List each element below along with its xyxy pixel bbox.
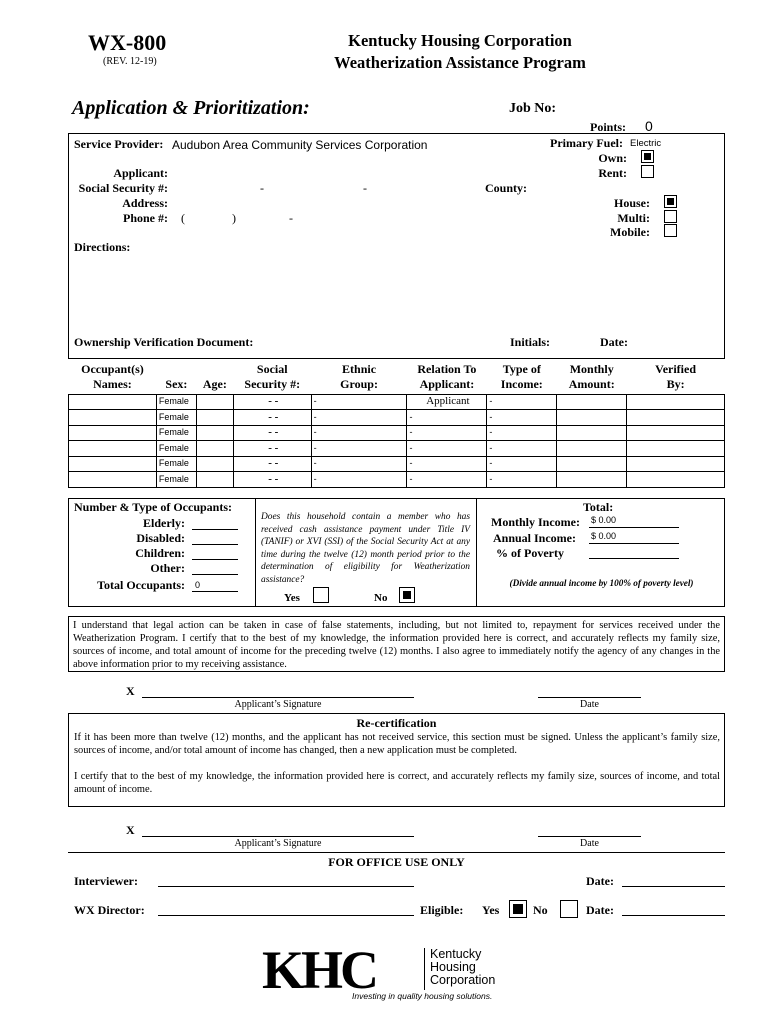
multi-label: Multi: [617, 211, 650, 225]
section-title: Application & Prioritization: [72, 97, 310, 119]
name-cell[interactable] [69, 456, 157, 472]
phone-dash: - [289, 211, 293, 225]
income-type-cell[interactable]: - [487, 394, 557, 410]
primary-fuel-value[interactable]: Electric [630, 138, 662, 149]
director-date-label: Date: [586, 903, 614, 917]
initials-label: Initials: [510, 335, 551, 349]
other-label: Other: [150, 561, 185, 575]
own-checkbox[interactable] [641, 150, 654, 163]
khc-logo [262, 940, 522, 1010]
elderly-field[interactable] [192, 529, 238, 530]
rent-label: Rent: [598, 166, 627, 180]
annual-income-label: Annual Income: [492, 531, 576, 545]
col-age-header: Age: [202, 377, 227, 391]
ethnic-cell[interactable]: - [311, 472, 407, 488]
multi-checkbox[interactable] [664, 210, 677, 223]
date-label: Date: [600, 335, 628, 349]
verified-cell[interactable] [627, 410, 725, 426]
occupants-table [68, 360, 725, 488]
eligible-no-label: No [533, 903, 548, 917]
points-value: 0 [645, 118, 653, 134]
ethnic-cell[interactable]: - [311, 456, 407, 472]
total-occupants-label: Total Occupants: [97, 578, 185, 592]
directions-label: Directions: [74, 240, 131, 254]
logo-name-line3: Corporation [430, 973, 496, 987]
ssn-cell[interactable]: - - [233, 456, 311, 472]
house-checkbox[interactable] [664, 195, 677, 208]
interviewer-label: Interviewer: [74, 874, 138, 888]
director-label: WX Director: [74, 903, 145, 917]
recert-signature-line[interactable] [142, 836, 414, 837]
verified-cell[interactable] [627, 441, 725, 457]
income-type-cell[interactable]: - [487, 472, 557, 488]
children-field[interactable] [192, 559, 238, 560]
eligible-label: Eligible: [420, 903, 464, 917]
assistance-yes-checkbox[interactable] [313, 587, 329, 603]
col-income-type-header: Type of Income: [500, 362, 543, 391]
sex-cell[interactable]: Female [156, 456, 196, 472]
applicant-label: Applicant: [113, 166, 168, 180]
total-occupants-field [192, 591, 238, 592]
divider [255, 498, 256, 607]
name-cell[interactable] [69, 410, 157, 426]
verified-cell[interactable] [627, 394, 725, 410]
job-no-label: Job No: [509, 101, 557, 116]
phone-open-paren: ( [181, 211, 185, 225]
no-label: No [374, 592, 388, 604]
income-type-cell[interactable]: - [487, 410, 557, 426]
elderly-label: Elderly: [143, 516, 185, 530]
form-number: WX-800 [88, 30, 167, 55]
interviewer-date-label: Date: [586, 874, 614, 888]
children-label: Children: [135, 546, 185, 560]
ssn-cell[interactable]: - - [233, 425, 311, 441]
occupants-type-title: Number & Type of Occupants: [74, 500, 233, 514]
interviewer-field[interactable] [158, 886, 414, 887]
program-name: Weatherization Assistance Program [334, 53, 586, 72]
director-date-field[interactable] [622, 915, 725, 916]
ethnic-cell[interactable]: - [311, 425, 407, 441]
interviewer-date-field[interactable] [622, 886, 725, 887]
assistance-no-checkbox[interactable] [399, 587, 415, 603]
mobile-label: Mobile: [610, 225, 650, 239]
monthly-cell[interactable] [557, 456, 627, 472]
phone-close-paren: ) [232, 211, 236, 225]
monthly-cell[interactable] [557, 410, 627, 426]
own-label: Own: [598, 151, 627, 165]
monthly-cell[interactable] [557, 441, 627, 457]
logo-divider [424, 948, 425, 990]
poverty-field[interactable] [589, 558, 679, 559]
service-provider-value[interactable]: Audubon Area Community Services Corporation [172, 138, 428, 152]
sex-cell[interactable]: Female [156, 441, 196, 457]
recertification-statement: I certify that to the best of my knowledge, the information provided here is correct, and accurately reflects my family size, sources of income, and total amount of income. [74, 771, 720, 795]
name-cell[interactable] [69, 441, 157, 457]
total-label: Total: [583, 500, 614, 514]
eligible-yes-checkbox[interactable] [509, 900, 527, 918]
other-field[interactable] [192, 574, 238, 575]
ssn-dash-1: - [260, 181, 264, 195]
col-monthly-header: Monthly Amount: [568, 362, 615, 391]
signature-date-line[interactable] [538, 697, 641, 698]
ssn-dash-2: - [363, 181, 367, 195]
name-cell[interactable] [69, 425, 157, 441]
age-cell[interactable] [196, 394, 233, 410]
income-type-cell[interactable]: - [487, 456, 557, 472]
ethnic-cell[interactable]: - [311, 394, 407, 410]
monthly-income-label: Monthly Income: [491, 515, 580, 529]
monthly-income-value[interactable]: $ 0.00 [591, 515, 617, 525]
date-caption: Date [580, 699, 599, 710]
form-revision: (REV. 12-19) [103, 56, 157, 67]
disabled-label: Disabled: [136, 531, 185, 545]
ssn-label: Social Security #: [78, 181, 168, 195]
table-row [69, 472, 725, 488]
recertification-title: Re-certification [356, 716, 437, 730]
points-label: Points: [590, 120, 626, 134]
sex-cell[interactable]: Female [156, 425, 196, 441]
relation-cell[interactable]: - [407, 410, 487, 426]
sex-cell[interactable]: Female [156, 472, 196, 488]
ssn-cell[interactable]: - - [233, 472, 311, 488]
divider [476, 498, 477, 607]
verified-cell[interactable] [627, 472, 725, 488]
ssn-cell[interactable]: - - [233, 394, 311, 410]
relation-cell[interactable]: - [407, 441, 487, 457]
signature-x: X [126, 684, 135, 698]
logo-name-line2: Housing [430, 960, 476, 974]
county-label: County: [485, 181, 528, 195]
monthly-cell[interactable] [557, 394, 627, 410]
phone-label: Phone #: [123, 211, 168, 225]
verified-cell[interactable] [627, 425, 725, 441]
income-type-cell[interactable]: - [487, 441, 557, 457]
office-use-title: FOR OFFICE USE ONLY [328, 855, 465, 869]
col-ethnic-header: Ethnic Group: [340, 362, 378, 391]
director-field[interactable] [158, 915, 414, 916]
recert-date-line[interactable] [538, 836, 641, 837]
ownership-label: Ownership Verification Document: [74, 335, 254, 349]
yes-label: Yes [284, 592, 300, 604]
mobile-checkbox[interactable] [664, 224, 677, 237]
logo-letters: KHC [262, 940, 377, 1000]
assistance-question: Does this household contain a member who has received cash assistance payment under Title IV (TANIF) or XVI (SSI) of the Social Security Act at any time during the twelve (12) month period prior to the determination of eligibility for Weatherization assistance? [261, 512, 470, 585]
income-type-cell[interactable]: - [487, 425, 557, 441]
relation-cell[interactable]: Applicant [407, 394, 487, 410]
sex-cell[interactable]: Female [156, 410, 196, 426]
logo-tagline: Investing in quality housing solutions. [352, 991, 493, 1001]
ssn-cell[interactable]: - - [233, 441, 311, 457]
date-caption: Date [580, 838, 599, 849]
name-cell[interactable] [69, 394, 157, 410]
eligible-no-checkbox[interactable] [560, 900, 578, 918]
col-relation-header: Relation To Applicant: [417, 362, 477, 391]
recertification-text: If it has been more than twelve (12) months, and the applicant has not received service, this section must be signed. Unless the applicant’s family size, sources of income, and/or total amount of income has changed, then a new application must be completed. [74, 732, 720, 756]
poverty-label: % of Poverty [496, 546, 564, 560]
annual-income-field [589, 543, 679, 544]
name-cell[interactable] [69, 472, 157, 488]
signature-caption: Applicant’s Signature [234, 699, 322, 710]
annual-income-value[interactable]: $ 0.00 [591, 531, 617, 541]
table-row [69, 425, 725, 441]
table-row [69, 410, 725, 426]
eligible-yes-label: Yes [482, 903, 500, 917]
address-label: Address: [122, 196, 168, 210]
table-row [69, 394, 725, 410]
disabled-field[interactable] [192, 544, 238, 545]
primary-fuel-label: Primary Fuel: [550, 136, 623, 150]
table-header-row [69, 360, 725, 394]
age-cell[interactable] [196, 472, 233, 488]
age-cell[interactable] [196, 425, 233, 441]
signature-x: X [126, 823, 135, 837]
relation-cell[interactable]: - [407, 456, 487, 472]
logo-name-line1: Kentucky [430, 947, 482, 961]
table-row [69, 441, 725, 457]
monthly-income-field [589, 527, 679, 528]
service-provider-label: Service Provider: [74, 137, 164, 151]
age-cell[interactable] [196, 441, 233, 457]
divider [68, 852, 725, 853]
col-ssn-header: Social Security #: [244, 362, 301, 391]
sex-cell[interactable]: Female [156, 394, 196, 410]
signature-caption: Applicant’s Signature [234, 838, 322, 849]
verified-cell[interactable] [627, 456, 725, 472]
relation-cell[interactable]: - [407, 425, 487, 441]
rent-checkbox[interactable] [641, 165, 654, 178]
house-label: House: [614, 196, 650, 210]
org-name: Kentucky Housing Corporation [348, 31, 572, 50]
col-sex-header: Sex: [165, 377, 188, 391]
monthly-cell[interactable] [557, 425, 627, 441]
total-occupants-value[interactable]: 0 [195, 580, 201, 590]
col-verified-header: Verified By: [655, 362, 697, 391]
applicant-signature-line[interactable] [142, 697, 414, 698]
poverty-note: (Divide annual income by 100% of poverty level) [509, 578, 694, 588]
ethnic-cell[interactable]: - [311, 441, 407, 457]
table-row [69, 456, 725, 472]
age-cell[interactable] [196, 410, 233, 426]
col-names-header: Occupant(s) Names: [81, 362, 144, 391]
age-cell[interactable] [196, 456, 233, 472]
monthly-cell[interactable] [557, 472, 627, 488]
certification-text: I understand that legal action can be taken in case of false statements, including, but not limited to, repayment for services received under the Weatherization Program. I certify that to the best of my knowledge, the information provided here is correct, and accurately reflects my family size, sources of income, and total amount of income for the preceding twelve (12) months. I also agree to immediately notify the agency of any changes in the above information prior to my receiving assistance. [73, 620, 720, 670]
ethnic-cell[interactable]: - [311, 410, 407, 426]
relation-cell[interactable]: - [407, 472, 487, 488]
ssn-cell[interactable]: - - [233, 410, 311, 426]
